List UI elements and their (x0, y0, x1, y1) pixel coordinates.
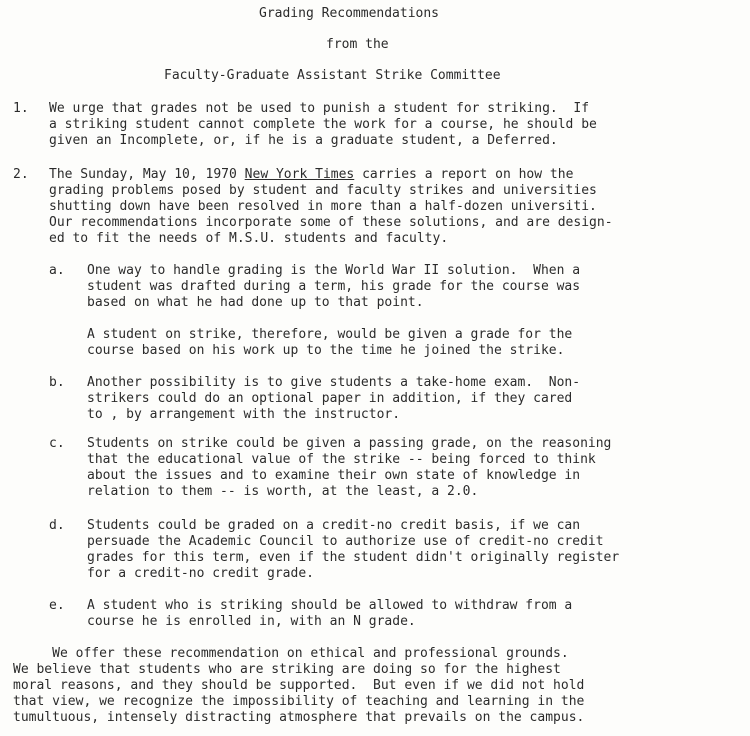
sub-c-line-2: that the educational value of the strike -- being forced to think (87, 452, 596, 467)
sub-a-line-5: course based on his work up to the time he joined the strike. (87, 343, 565, 358)
item-2-line-3: shutting down have been resolved in more than a half-dozen universiti. (49, 199, 597, 214)
sub-a-line-2: student was drafted during a term, his grade for the course was (87, 279, 581, 294)
sub-e-line-1: A student who is striking should be allowed to withdraw from a (87, 598, 573, 613)
sub-item-letter: d. (49, 518, 65, 533)
item-number: 2. (13, 167, 29, 182)
item-2-line-1-post: carries a report on how the (354, 167, 574, 182)
item-2-line-4: Our recommendations incorporate some of these solutions, and are design- (49, 215, 613, 230)
sub-d-line-1: Students could be graded on a credit-no credit basis, if we can (87, 518, 581, 533)
item-1-line-1: We urge that grades not be used to punish a student for striking. If (49, 101, 590, 116)
closing-line-4: that view, we recognize the impossibility of teaching and learning in the (13, 694, 585, 709)
closing-line-5: tumultuous, intensely distracting atmosphere that prevails on the campus. (13, 710, 585, 725)
sub-item-letter: c. (49, 436, 65, 451)
sub-item-letter: a. (49, 263, 65, 278)
item-1-line-2: a striking student cannot complete the work for a course, he should be (49, 117, 597, 132)
item-number: 1. (13, 101, 29, 116)
committee-name: Faculty-Graduate Assistant Strike Committee (164, 68, 501, 83)
document-title: Grading Recommendations (259, 6, 440, 21)
item-1-line-3: given an Incomplete, or, if he is a graduate student, a Deferred. (49, 133, 558, 148)
sub-item-letter: e. (49, 598, 65, 613)
sub-c-line-1: Students on strike could be given a passing grade, on the reasoning (87, 436, 612, 451)
item-2-line-1 (49, 167, 573, 183)
sub-a-line-1: One way to handle grading is the World War II solution. When a (87, 263, 581, 278)
sub-d-line-4: for a credit-no credit grade. (87, 566, 314, 581)
closing-line-2: We believe that students who are striking are doing so for the highest (13, 662, 561, 677)
sub-c-line-4: relation to them -- is worth, at the least, a 2.0. (87, 484, 479, 499)
sub-a-line-3: based on what he had done up to that point. (87, 295, 424, 310)
sub-b-line-2: strikers could do an optional paper in addition, if they cared (87, 391, 573, 406)
sub-b-line-1: Another possibility is to give students a take-home exam. Non- (87, 375, 581, 390)
sub-d-line-3: grades for this term, even if the student didn't originally register (87, 550, 620, 565)
sub-c-line-3: about the issues and to examine their own state of knowledge in (87, 468, 581, 483)
item-2-line-2: grading problems posed by student and faculty strikes and universities (49, 183, 597, 198)
sub-d-line-2: persuade the Academic Council to authorize use of credit-no credit (87, 534, 604, 549)
closing-line-3: moral reasons, and they should be supported. But even if we did not hold (13, 678, 585, 693)
sub-a-line-4: A student on strike, therefore, would be given a grade for the (87, 327, 573, 342)
header-from: from the (326, 37, 389, 52)
sub-item-letter: b. (49, 375, 65, 390)
newspaper-title: New York Times (244, 167, 355, 182)
sub-e-line-2: course he is enrolled in, with an N grade. (87, 614, 416, 629)
closing-line-1: We offer these recommendation on ethical and professional grounds. (13, 646, 569, 661)
sub-b-line-3: to , by arrangement with the instructor. (87, 407, 401, 422)
item-2-line-5: ed to fit the needs of M.S.U. students and faculty. (49, 231, 449, 246)
item-2-line-1-pre: The Sunday, May 10, 1970 (49, 167, 245, 182)
